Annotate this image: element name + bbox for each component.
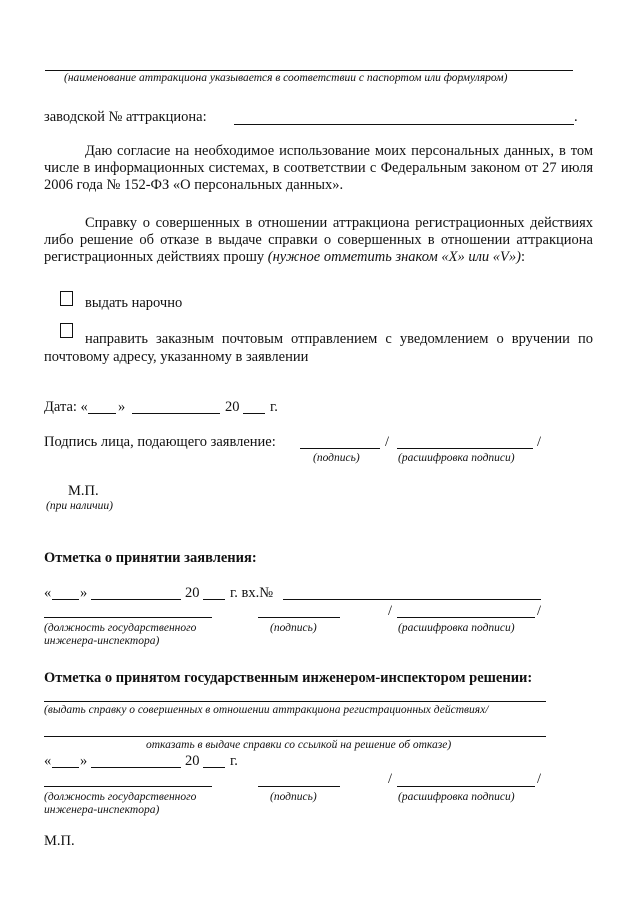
date-month-input[interactable] [132, 413, 220, 414]
decision-caption-2: отказать в выдаче справки со ссылкой на решение об отказе) [146, 739, 452, 751]
acceptance-signature-input[interactable] [258, 617, 340, 618]
certificate-request-hint: (нужное отметить знаком «X» или «V») [267, 249, 521, 265]
applicant-decode-caption: (расшифровка подписи) [398, 452, 515, 464]
acceptance-open-quote: « [44, 585, 52, 601]
applicant-signature-slash-2: / [537, 434, 542, 450]
serial-label: заводской № аттракциона: [44, 109, 207, 125]
date-year-suffix: г. [270, 399, 278, 415]
applicant-signature-decode-input[interactable] [397, 448, 533, 449]
applicant-signature-caption: (подпись) [313, 452, 360, 464]
decision-signature-caption: (подпись) [270, 791, 317, 803]
decision-caption-1: (выдать справку о совершенных в отношении аттракциона регистрационных действиях/ [44, 704, 489, 716]
option-handover-checkbox[interactable] [60, 291, 73, 306]
decision-line-2[interactable] [44, 736, 546, 737]
decision-signature-input[interactable] [258, 786, 340, 787]
acceptance-close-quote: » [80, 585, 88, 601]
decision-month-input[interactable] [91, 767, 181, 768]
applicant-signature-slash-1: / [385, 434, 390, 450]
decision-title: Отметка о принятом государственным инженером-инспектором решении: [44, 670, 533, 686]
date-day-input[interactable] [88, 413, 116, 414]
decision-close-quote: » [80, 753, 88, 769]
date-label: Дата: « [44, 399, 88, 415]
acceptance-decode-caption: (расшифровка подписи) [398, 622, 515, 634]
acceptance-slash-1: / [388, 603, 393, 619]
certificate-request-text: Справку о совершенных в отношении аттракциона регистрационных действиях либо решение об отказе в выдаче справки о совершенных в отношении аттракциона регистрационных действиях прошу [44, 215, 593, 265]
decision-slash-2: / [537, 771, 542, 787]
option-mail-label: направить заказным почтовым отправлением с уведомлением о вручении по почтовому адресу, указанному в заявлении [44, 331, 593, 365]
decision-year-suffix: г. [230, 753, 238, 769]
acceptance-title: Отметка о принятии заявления: [44, 550, 257, 566]
decision-decode-caption: (расшифровка подписи) [398, 791, 515, 803]
certificate-request-paragraph [44, 215, 593, 266]
date-year-prefix: 20 [225, 399, 240, 415]
stamp-mp: М.П. [68, 483, 99, 499]
acceptance-month-input[interactable] [91, 599, 181, 600]
applicant-signature-label: Подпись лица, подающего заявление: [44, 434, 276, 450]
option-handover-label: выдать нарочно [85, 295, 183, 311]
date-close-quote: » [118, 399, 126, 415]
decision-position-caption: (должность государственного инженера-инспектора) [44, 791, 197, 816]
certificate-request-colon: : [520, 249, 526, 265]
decision-day-input[interactable] [52, 767, 79, 768]
serial-input[interactable] [234, 124, 574, 125]
decision-open-quote: « [44, 753, 52, 769]
acceptance-day-input[interactable] [52, 599, 79, 600]
date-year-input[interactable] [243, 413, 265, 414]
decision-decode-input[interactable] [397, 786, 535, 787]
decision-year-input[interactable] [203, 767, 225, 768]
acceptance-signature-caption: (подпись) [270, 622, 317, 634]
decision-stamp-mp: М.П. [44, 833, 75, 849]
decision-slash-1: / [388, 771, 393, 787]
acceptance-year-suffix: г. вх.№ [230, 585, 274, 601]
acceptance-slash-2: / [537, 603, 542, 619]
applicant-signature-input[interactable] [300, 448, 380, 449]
acceptance-position-caption: (должность государственного инженера-инспектора) [44, 622, 197, 647]
acceptance-year-input[interactable] [203, 599, 225, 600]
acceptance-position-input[interactable] [44, 617, 212, 618]
stamp-if-any: (при наличии) [46, 500, 113, 512]
acceptance-year-prefix: 20 [185, 585, 200, 601]
decision-year-prefix: 20 [185, 753, 200, 769]
attraction-name-caption: (наименование аттракциона указывается в соответствии с паспортом или формуляром) [64, 72, 508, 84]
consent-paragraph: Даю согласие на необходимое использование моих персональных данных, в том числе в информационных системах, в соответствии с Федеральным законом от 27 июля 2006 года № 152-ФЗ «О персональных данных». [44, 143, 593, 193]
acceptance-number-input[interactable] [283, 599, 541, 600]
attraction-name-line[interactable] [45, 70, 573, 71]
serial-period: . [574, 109, 578, 125]
acceptance-decode-input[interactable] [397, 617, 535, 618]
decision-position-input[interactable] [44, 786, 212, 787]
decision-line-1[interactable] [44, 701, 546, 702]
